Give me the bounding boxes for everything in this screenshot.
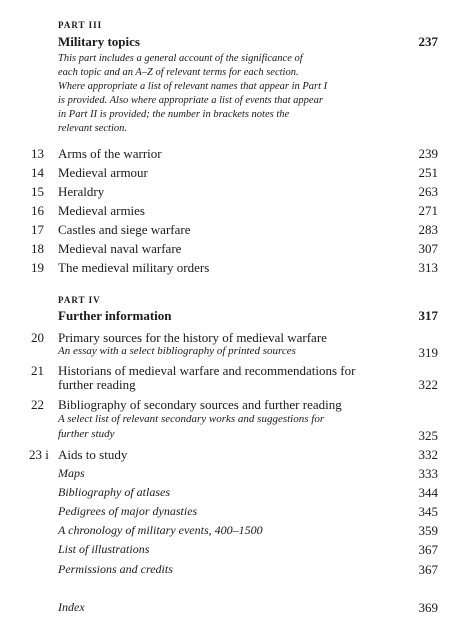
- chapter-number: 19: [31, 260, 44, 275]
- chapter-page: 263: [418, 184, 438, 199]
- index-page: 369: [418, 600, 438, 615]
- chapter-title: Arms of the warrior: [58, 146, 162, 161]
- chapter-page: 271: [418, 203, 438, 218]
- chapter-title: Historians of medieval warfare and recommendations for: [58, 363, 356, 378]
- subentry-page: 333: [418, 466, 438, 481]
- chapter-title: Castles and siege warfare: [58, 222, 191, 237]
- description-line: This part includes a general account of the significance of: [58, 53, 303, 64]
- chapter-title: Bibliography of secondary sources and further reading: [58, 397, 342, 412]
- chapter-number: 13: [31, 146, 44, 161]
- subentry-title: Permissions and credits: [58, 562, 173, 576]
- subentry-page: 367: [418, 562, 438, 577]
- chapter-page: 313: [418, 260, 438, 275]
- chapter-number: 22: [31, 397, 44, 412]
- part-iv-title: Further information: [58, 308, 172, 323]
- description-line: in Part II is provided; the number in brackets notes the: [58, 109, 290, 120]
- subentry-title: Pedigrees of major dynasties: [58, 504, 198, 518]
- description-line: is provided. Also where appropriate a list of events that appear: [58, 95, 323, 106]
- chapter-description: further study: [58, 428, 115, 440]
- part-iii-page: 237: [418, 34, 438, 49]
- subentry-title: A chronology of military events, 400–1500: [58, 523, 263, 537]
- subentry-title: Maps: [58, 466, 85, 480]
- chapter-page: 325: [418, 428, 438, 443]
- chapter-number: 21: [31, 363, 44, 378]
- subentry-page: 359: [418, 523, 438, 538]
- chapter-number: 15: [31, 184, 44, 199]
- description-line: each topic and an A–Z of relevant terms for each section.: [58, 67, 299, 78]
- chapter-number: 23 i: [29, 447, 49, 462]
- chapter-page: 319: [418, 345, 438, 360]
- subentry-page: 344: [418, 485, 438, 500]
- index-title: Index: [58, 600, 85, 614]
- chapter-description: A select list of relevant secondary works and suggestions for: [58, 413, 325, 425]
- chapter-number: 14: [31, 165, 44, 180]
- chapter-title: Aids to study: [58, 447, 128, 462]
- chapter-title: Medieval naval warfare: [58, 241, 182, 256]
- chapter-title: Medieval armour: [58, 165, 148, 180]
- chapter-page: 283: [418, 222, 438, 237]
- chapter-title: Primary sources for the history of medieval warfare: [58, 330, 327, 345]
- chapter-page: 307: [418, 241, 438, 256]
- chapter-number: 17: [31, 222, 44, 237]
- subentry-title: Bibliography of atlases: [58, 485, 170, 499]
- subentry-title: List of illustrations: [58, 542, 150, 556]
- chapter-title: The medieval military orders: [58, 260, 210, 275]
- description-line: Where appropriate a list of relevant names that appear in Part I: [58, 81, 328, 92]
- chapter-page: 239: [418, 146, 438, 161]
- part-iii-description: [58, 52, 398, 136]
- chapter-page: 251: [418, 165, 438, 180]
- part-iv-label: PART IV: [58, 295, 101, 305]
- part-iv-page: 317: [418, 308, 438, 323]
- chapter-title-continued: further reading: [58, 377, 136, 392]
- subentry-page: 367: [418, 542, 438, 557]
- chapter-number: 16: [31, 203, 44, 218]
- part-iii-label: PART III: [58, 20, 103, 30]
- chapter-description: An essay with a select bibliography of printed sources: [58, 345, 296, 357]
- subentry-page: 345: [418, 504, 438, 519]
- chapter-page: 332: [418, 447, 438, 462]
- chapter-title: Heraldry: [58, 184, 105, 199]
- chapter-page: 322: [418, 377, 438, 392]
- chapter-number: 20: [31, 330, 44, 345]
- chapter-title: Medieval armies: [58, 203, 145, 218]
- chapter-number: 18: [31, 241, 44, 256]
- description-line: relevant section.: [58, 123, 128, 134]
- part-iii-title: Military topics: [58, 34, 140, 49]
